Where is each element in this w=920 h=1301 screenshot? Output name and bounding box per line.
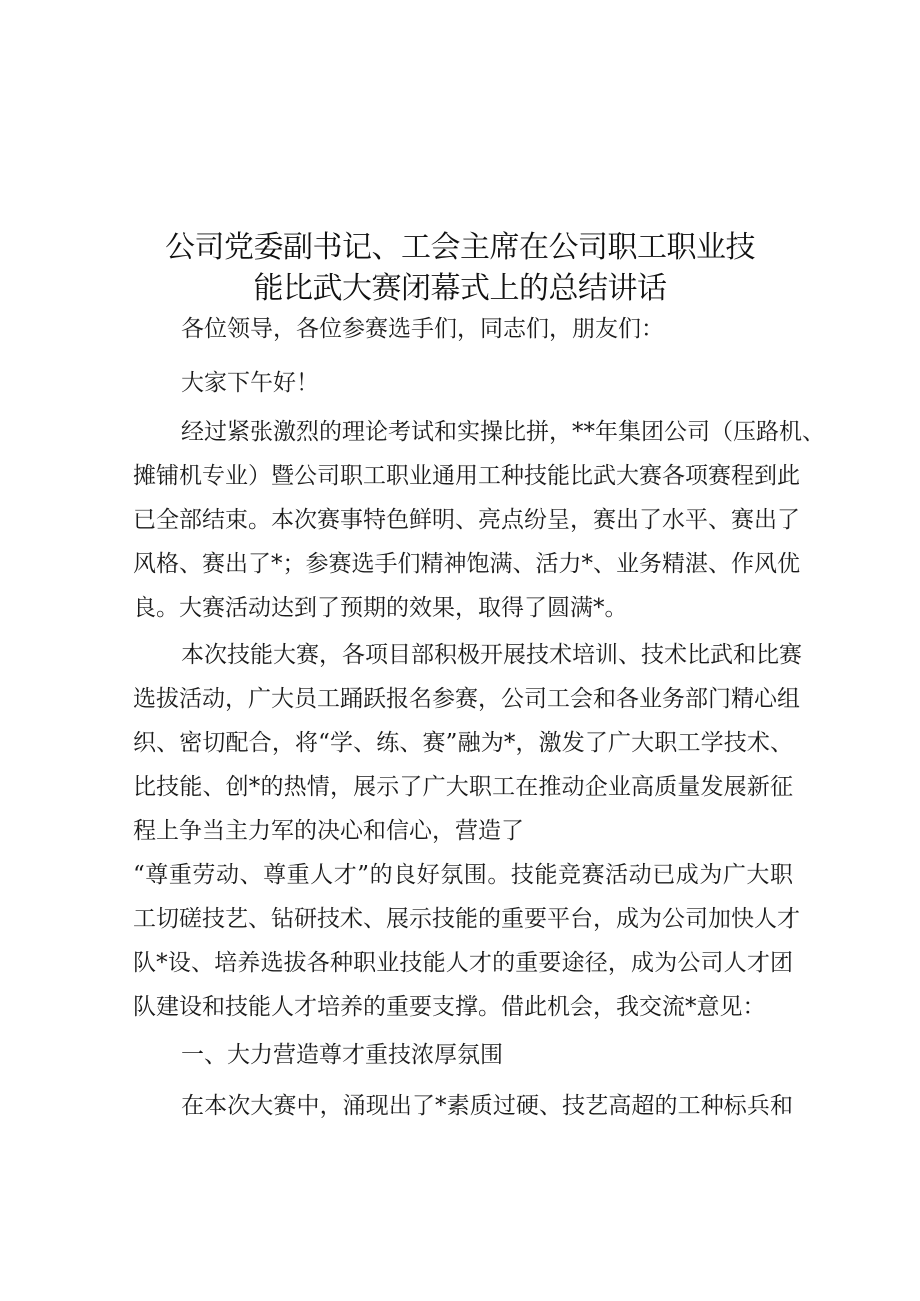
- paragraph-2-line-1: 本次技能大赛，各项目部积极开展技术培训、技术比武和比赛: [181, 642, 802, 668]
- paragraph-2-line-8: 队*设、培养选拔各种职业技能人才的重要途径，成为公司人才团: [133, 950, 793, 976]
- paragraph-2-line-7: 工切磋技艺、钻研技术、展示技能的重要平台，成为公司加快人才: [133, 906, 800, 932]
- paragraph-1-line-5: 良。大赛活动达到了预期的效果，取得了圆满*。: [133, 595, 628, 621]
- salutation: 各位领导，各位参赛选手们，同志们，朋友们：: [181, 316, 664, 342]
- paragraph-1-line-2: 摊铺机专业）暨公司职工职业通用工种技能比武大赛各项赛程到此: [133, 463, 800, 489]
- greeting: 大家下午好！: [181, 370, 319, 396]
- paragraph-2-line-3: 织、密切配合，将“学、练、赛”融为*，激发了广大职工学技术、: [133, 730, 793, 756]
- paragraph-1-line-1: 经过紧张激烈的理论考试和实操比拼，**年集团公司（压路机、: [181, 419, 825, 445]
- paragraph-2-line-5: 程上争当主力军的决心和信心，营造了: [133, 818, 524, 844]
- paragraph-2-line-9: 队建设和技能人才培养的重要支撑。借此机会，我交流*意见：: [133, 994, 766, 1020]
- section-1-heading: 一、大力营造尊才重技浓厚氛围: [181, 1042, 503, 1068]
- document-title-line-2: 能比武大赛闭幕式上的总结讲话: [253, 271, 667, 306]
- paragraph-1-line-3: 已全部结束。本次赛事特色鲜明、亮点纷呈，赛出了水平、赛出了: [133, 507, 800, 533]
- paragraph-2-line-4: 比技能、创*的热情，展示了广大职工在推动企业高质量发展新征: [133, 774, 793, 800]
- paragraph-2-line-2: 选拔活动，广大员工踊跃报名参赛，公司工会和各业务部门精心组: [133, 686, 800, 712]
- paragraph-3-line-1: 在本次大赛中，涌现出了*素质过硬、技艺高超的工种标兵和: [181, 1093, 793, 1119]
- document-title-line-1: 公司党委副书记、工会主席在公司职工职业技: [165, 230, 755, 265]
- paragraph-2-line-6: “尊重劳动、尊重人才”的良好氛围。技能竞赛活动已成为广大职: [133, 862, 793, 888]
- paragraph-1-line-4: 风格、赛出了*；参赛选手们精神饱满、活力*、业务精湛、作风优: [133, 551, 800, 577]
